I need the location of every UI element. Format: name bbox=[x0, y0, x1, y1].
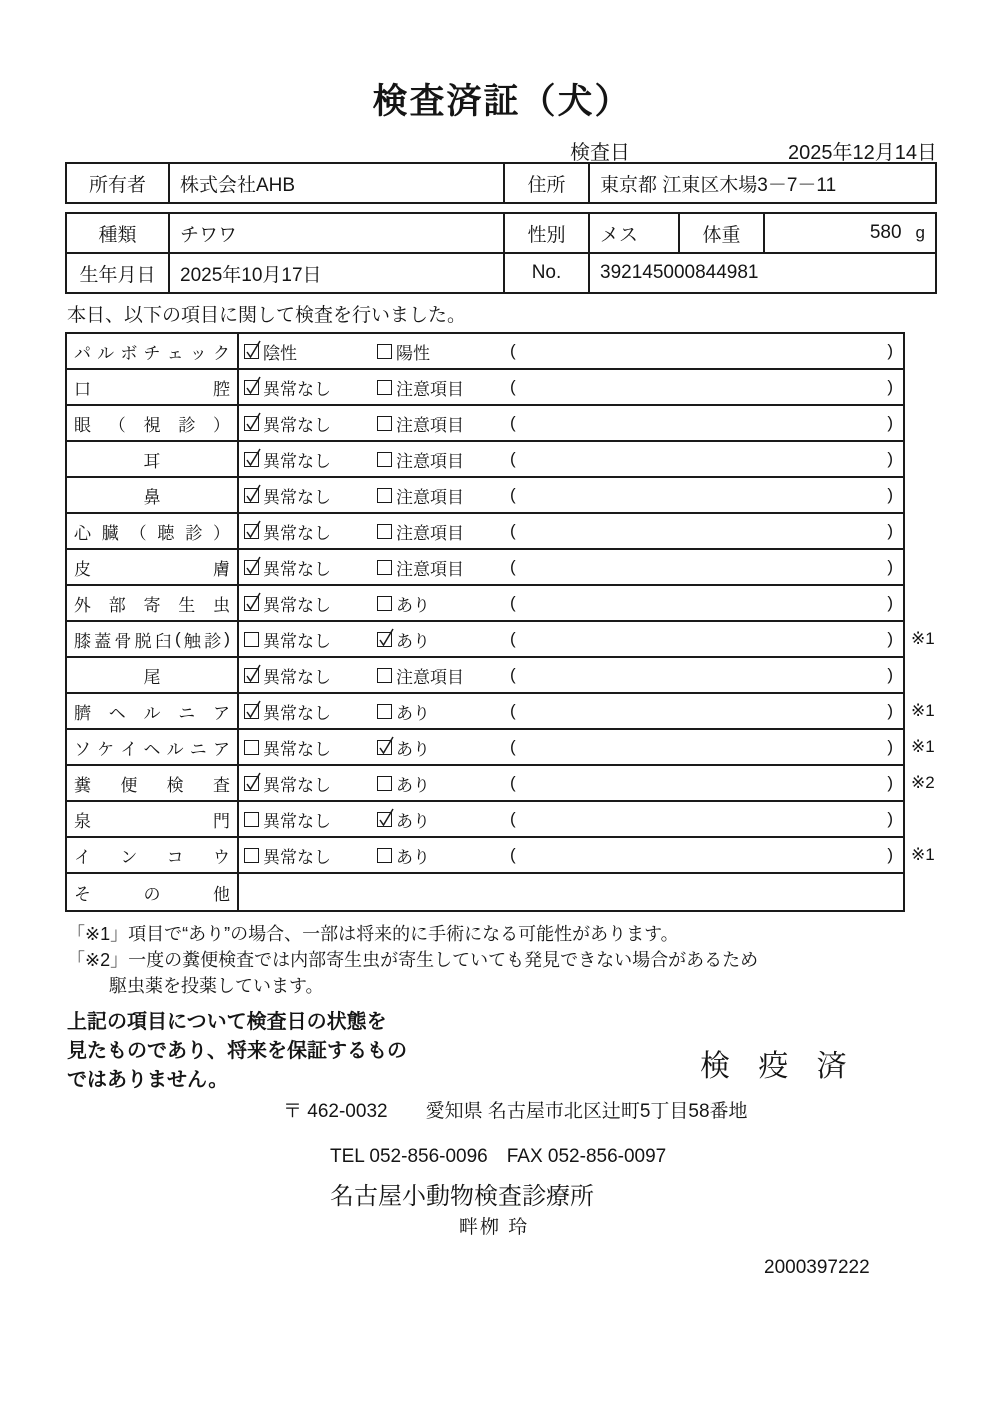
checklist-row bbox=[67, 766, 935, 802]
option-label: あり bbox=[396, 775, 430, 795]
option-label: 異常なし bbox=[263, 775, 331, 795]
note-mark: ※2 bbox=[911, 773, 935, 792]
clinic-postal-address: 〒 462-0032 愛知県 名古屋市北区辻町5丁目58番地 bbox=[283, 1101, 748, 1122]
option bbox=[377, 699, 510, 724]
paren-open: ( bbox=[510, 449, 516, 468]
paren-open: ( bbox=[510, 557, 516, 576]
clinic-tel-fax: TEL 052-856-0096 FAX 052-856-0097 bbox=[330, 1146, 667, 1167]
option bbox=[244, 591, 377, 616]
footnote-1: 「※1」項目で“あり”の場合、一部は将来的に手術になる可能性があります。 bbox=[67, 924, 679, 944]
option bbox=[377, 735, 510, 760]
paren-close: ) bbox=[887, 377, 893, 396]
clinic-name: 名古屋小動物検査診療所 bbox=[330, 1183, 594, 1210]
unchecked-checkbox-icon bbox=[244, 848, 259, 863]
checked-checkbox-icon bbox=[244, 704, 259, 719]
item-label: ソ ケ イ ヘ ル ニ ア bbox=[67, 730, 239, 764]
item-options bbox=[239, 802, 903, 836]
unchecked-checkbox-icon bbox=[377, 560, 392, 575]
footnote-2: 「※2」一度の糞便検査では内部寄生虫が寄生していても発見できない場合があるため bbox=[67, 950, 759, 970]
option bbox=[377, 411, 510, 436]
option-label: 異常なし bbox=[263, 667, 331, 687]
option-label: 異常なし bbox=[263, 739, 331, 759]
option bbox=[244, 555, 377, 580]
option-label: 注意項目 bbox=[396, 523, 464, 543]
option-label: 異常なし bbox=[263, 631, 331, 651]
unchecked-checkbox-icon bbox=[377, 416, 392, 431]
paren-close: ) bbox=[887, 629, 893, 648]
checklist-row bbox=[67, 550, 903, 586]
pet-table bbox=[65, 212, 937, 294]
paren-close: ) bbox=[887, 701, 893, 720]
option bbox=[244, 735, 377, 760]
checklist-table bbox=[65, 332, 935, 912]
note-mark: ※1 bbox=[911, 629, 935, 648]
checked-checkbox-icon bbox=[244, 452, 259, 467]
option bbox=[377, 447, 510, 472]
paren-close: ) bbox=[887, 845, 893, 864]
item-label: 糞 便 検 査 bbox=[67, 766, 239, 800]
option bbox=[244, 807, 377, 832]
checklist-row bbox=[67, 586, 903, 622]
checklist-row bbox=[67, 478, 903, 514]
option-label: 注意項目 bbox=[396, 451, 464, 471]
inspection-date-value: 2025年12月14日 bbox=[788, 142, 937, 164]
checked-checkbox-icon bbox=[244, 596, 259, 611]
option-label: あり bbox=[396, 703, 430, 723]
paren-open: ( bbox=[510, 485, 516, 504]
paren-close: ) bbox=[887, 413, 893, 432]
paren-open: ( bbox=[510, 377, 516, 396]
option-label: 異常なし bbox=[263, 379, 331, 399]
option bbox=[244, 699, 377, 724]
item-label: 膝 蓋 骨 脱 臼 ( 触 診 ) bbox=[67, 622, 239, 656]
option bbox=[244, 519, 377, 544]
paren-open: ( bbox=[510, 665, 516, 684]
address-label: 住所 bbox=[505, 164, 590, 202]
option bbox=[377, 555, 510, 580]
item-options bbox=[239, 874, 903, 910]
checklist-row bbox=[67, 622, 935, 658]
option bbox=[377, 591, 510, 616]
option bbox=[244, 483, 377, 508]
checked-checkbox-icon bbox=[244, 380, 259, 395]
owner-table bbox=[65, 162, 937, 204]
paren-close: ) bbox=[887, 593, 893, 612]
unchecked-checkbox-icon bbox=[377, 452, 392, 467]
item-options bbox=[239, 658, 903, 692]
option-label: 注意項目 bbox=[396, 487, 464, 507]
option-label: 注意項目 bbox=[396, 667, 464, 687]
option-label: 陽性 bbox=[396, 343, 430, 363]
unchecked-checkbox-icon bbox=[377, 344, 392, 359]
checked-checkbox-icon bbox=[244, 488, 259, 503]
paren-open: ( bbox=[510, 629, 516, 648]
item-label: 口 腔 bbox=[67, 370, 239, 404]
paren-close: ) bbox=[887, 449, 893, 468]
item-options bbox=[239, 838, 903, 872]
unchecked-checkbox-icon bbox=[244, 740, 259, 755]
item-label: 臍 ヘ ル ニ ア bbox=[67, 694, 239, 728]
checklist-row bbox=[67, 442, 903, 478]
option-label: 異常なし bbox=[263, 595, 331, 615]
option-label: 注意項目 bbox=[396, 415, 464, 435]
disclaimer-line-3: ではありません。 bbox=[67, 1069, 229, 1091]
checklist-row bbox=[67, 694, 935, 730]
option-label: あり bbox=[396, 739, 430, 759]
paren-close: ) bbox=[887, 557, 893, 576]
option-label: 陰性 bbox=[263, 343, 297, 363]
paren-open: ( bbox=[510, 593, 516, 612]
owner-value: 株式会社AHB bbox=[170, 164, 505, 202]
unchecked-checkbox-icon bbox=[244, 632, 259, 647]
unchecked-checkbox-icon bbox=[377, 848, 392, 863]
paren-open: ( bbox=[510, 341, 516, 360]
item-label: 外 部 寄 生 虫 bbox=[67, 586, 239, 620]
note-mark: ※1 bbox=[911, 845, 935, 864]
weight-value bbox=[765, 214, 935, 252]
item-options bbox=[239, 478, 903, 512]
sex-value: メス bbox=[590, 214, 680, 252]
paren-close: ) bbox=[887, 521, 893, 540]
option bbox=[377, 375, 510, 400]
item-options bbox=[239, 334, 903, 368]
birthdate-label: 生年月日 bbox=[67, 254, 170, 292]
option bbox=[244, 411, 377, 436]
checklist-row bbox=[67, 730, 935, 766]
option bbox=[244, 447, 377, 472]
paren-open: ( bbox=[510, 737, 516, 756]
option bbox=[244, 339, 377, 364]
checklist-row bbox=[67, 874, 903, 910]
paren-close: ) bbox=[887, 665, 893, 684]
owner-row bbox=[67, 164, 935, 202]
paren-open: ( bbox=[510, 413, 516, 432]
option-label: 異常なし bbox=[263, 487, 331, 507]
note-mark: ※1 bbox=[911, 737, 935, 756]
item-options bbox=[239, 514, 903, 548]
checked-checkbox-icon bbox=[244, 344, 259, 359]
checked-checkbox-icon bbox=[377, 740, 392, 755]
paren-open: ( bbox=[510, 521, 516, 540]
inspection-date-line bbox=[570, 136, 937, 165]
checked-checkbox-icon bbox=[244, 560, 259, 575]
paren-close: ) bbox=[887, 809, 893, 828]
item-label: 耳 bbox=[67, 442, 239, 476]
item-label: 眼 （ 視 診 ） bbox=[67, 406, 239, 440]
checklist-row bbox=[67, 514, 903, 550]
option-label: 異常なし bbox=[263, 847, 331, 867]
checklist-row bbox=[67, 370, 903, 406]
option bbox=[377, 843, 510, 868]
checked-checkbox-icon bbox=[244, 776, 259, 791]
birthdate-value: 2025年10月17日 bbox=[170, 254, 505, 292]
option-label: 異常なし bbox=[263, 703, 331, 723]
checked-checkbox-icon bbox=[377, 632, 392, 647]
unchecked-checkbox-icon bbox=[377, 704, 392, 719]
unchecked-checkbox-icon bbox=[377, 776, 392, 791]
birthdate-row bbox=[67, 252, 935, 292]
item-options bbox=[239, 766, 903, 800]
item-options bbox=[239, 730, 903, 764]
checked-checkbox-icon bbox=[377, 812, 392, 827]
option-label: あり bbox=[396, 631, 430, 651]
checklist-row bbox=[67, 658, 903, 694]
veterinarian-name: 畔栁 玲 bbox=[459, 1217, 530, 1238]
intro-text: 本日、以下の項目に関して検査を行いました。 bbox=[67, 305, 467, 326]
option bbox=[244, 771, 377, 796]
item-label: イ ン コ ウ bbox=[67, 838, 239, 872]
weight-label: 体重 bbox=[680, 214, 765, 252]
sex-label: 性別 bbox=[505, 214, 590, 252]
page-title: 検査済証（犬） bbox=[372, 82, 632, 121]
owner-label: 所有者 bbox=[67, 164, 170, 202]
item-options bbox=[239, 622, 903, 656]
option-label: あり bbox=[396, 847, 430, 867]
checklist-row bbox=[67, 334, 903, 370]
option bbox=[377, 807, 510, 832]
note-mark: ※1 bbox=[911, 701, 935, 720]
item-label: 泉 門 bbox=[67, 802, 239, 836]
breed-label: 種類 bbox=[67, 214, 170, 252]
unchecked-checkbox-icon bbox=[377, 488, 392, 503]
address-value: 東京都 江東区木場3－7－11 bbox=[600, 174, 837, 196]
checked-checkbox-icon bbox=[244, 416, 259, 431]
option bbox=[377, 519, 510, 544]
option-label: 注意項目 bbox=[396, 379, 464, 399]
paren-open: ( bbox=[510, 773, 516, 792]
paren-open: ( bbox=[510, 701, 516, 720]
weight-unit: g bbox=[915, 223, 925, 242]
option bbox=[377, 663, 510, 688]
no-label: No. bbox=[505, 254, 590, 292]
footnote-2-continued: 駆虫薬を投薬しています。 bbox=[109, 976, 324, 996]
option bbox=[377, 339, 510, 364]
unchecked-checkbox-icon bbox=[377, 596, 392, 611]
item-label: 尾 bbox=[67, 658, 239, 692]
option-label: 異常なし bbox=[263, 811, 331, 831]
option bbox=[244, 375, 377, 400]
option bbox=[377, 771, 510, 796]
quarantine-stamp: 検 疫 済 bbox=[700, 1050, 857, 1083]
footnotes bbox=[67, 921, 758, 999]
option-label: 注意項目 bbox=[396, 559, 464, 579]
item-options bbox=[239, 550, 903, 584]
disclaimer-line-1: 上記の項目について検査日の状態を bbox=[67, 1011, 387, 1033]
item-label: 鼻 bbox=[67, 478, 239, 512]
unchecked-checkbox-icon bbox=[377, 524, 392, 539]
option bbox=[244, 663, 377, 688]
item-options bbox=[239, 370, 903, 404]
option bbox=[377, 483, 510, 508]
weight-number: 580 bbox=[869, 222, 902, 243]
disclaimer bbox=[67, 1008, 407, 1095]
checklist-row bbox=[67, 838, 935, 874]
option bbox=[244, 843, 377, 868]
checked-checkbox-icon bbox=[244, 524, 259, 539]
paren-open: ( bbox=[510, 809, 516, 828]
option-label: 異常なし bbox=[263, 559, 331, 579]
item-options bbox=[239, 694, 903, 728]
unchecked-checkbox-icon bbox=[244, 812, 259, 827]
item-label: 皮 膚 bbox=[67, 550, 239, 584]
checked-checkbox-icon bbox=[244, 668, 259, 683]
option-label: 異常なし bbox=[263, 415, 331, 435]
paren-close: ) bbox=[887, 737, 893, 756]
item-options bbox=[239, 406, 903, 440]
option-label: あり bbox=[396, 595, 430, 615]
no-value: 392145000844981 bbox=[600, 262, 759, 283]
item-label: パ ル ボ チ ェ ッ ク bbox=[67, 334, 239, 368]
checklist-row bbox=[67, 406, 903, 442]
paren-open: ( bbox=[510, 845, 516, 864]
option-label: 異常なし bbox=[263, 523, 331, 543]
unchecked-checkbox-icon bbox=[377, 380, 392, 395]
item-options bbox=[239, 442, 903, 476]
breed-value: チワワ bbox=[170, 214, 505, 252]
paren-close: ) bbox=[887, 773, 893, 792]
item-options bbox=[239, 586, 903, 620]
item-label: そ の 他 bbox=[67, 874, 239, 910]
breed-row bbox=[67, 214, 935, 252]
serial-number: 2000397222 bbox=[764, 1257, 870, 1278]
option-label: あり bbox=[396, 811, 430, 831]
option-label: 異常なし bbox=[263, 451, 331, 471]
option bbox=[377, 627, 510, 652]
disclaimer-line-2: 見たものであり、将来を保証するもの bbox=[67, 1040, 407, 1062]
checklist-row bbox=[67, 802, 903, 838]
unchecked-checkbox-icon bbox=[377, 668, 392, 683]
inspection-date-label: 検査日 bbox=[570, 142, 630, 164]
paren-close: ) bbox=[887, 485, 893, 504]
item-label: 心 臓 （ 聴 診 ） bbox=[67, 514, 239, 548]
paren-close: ) bbox=[887, 341, 893, 360]
option bbox=[244, 627, 377, 652]
